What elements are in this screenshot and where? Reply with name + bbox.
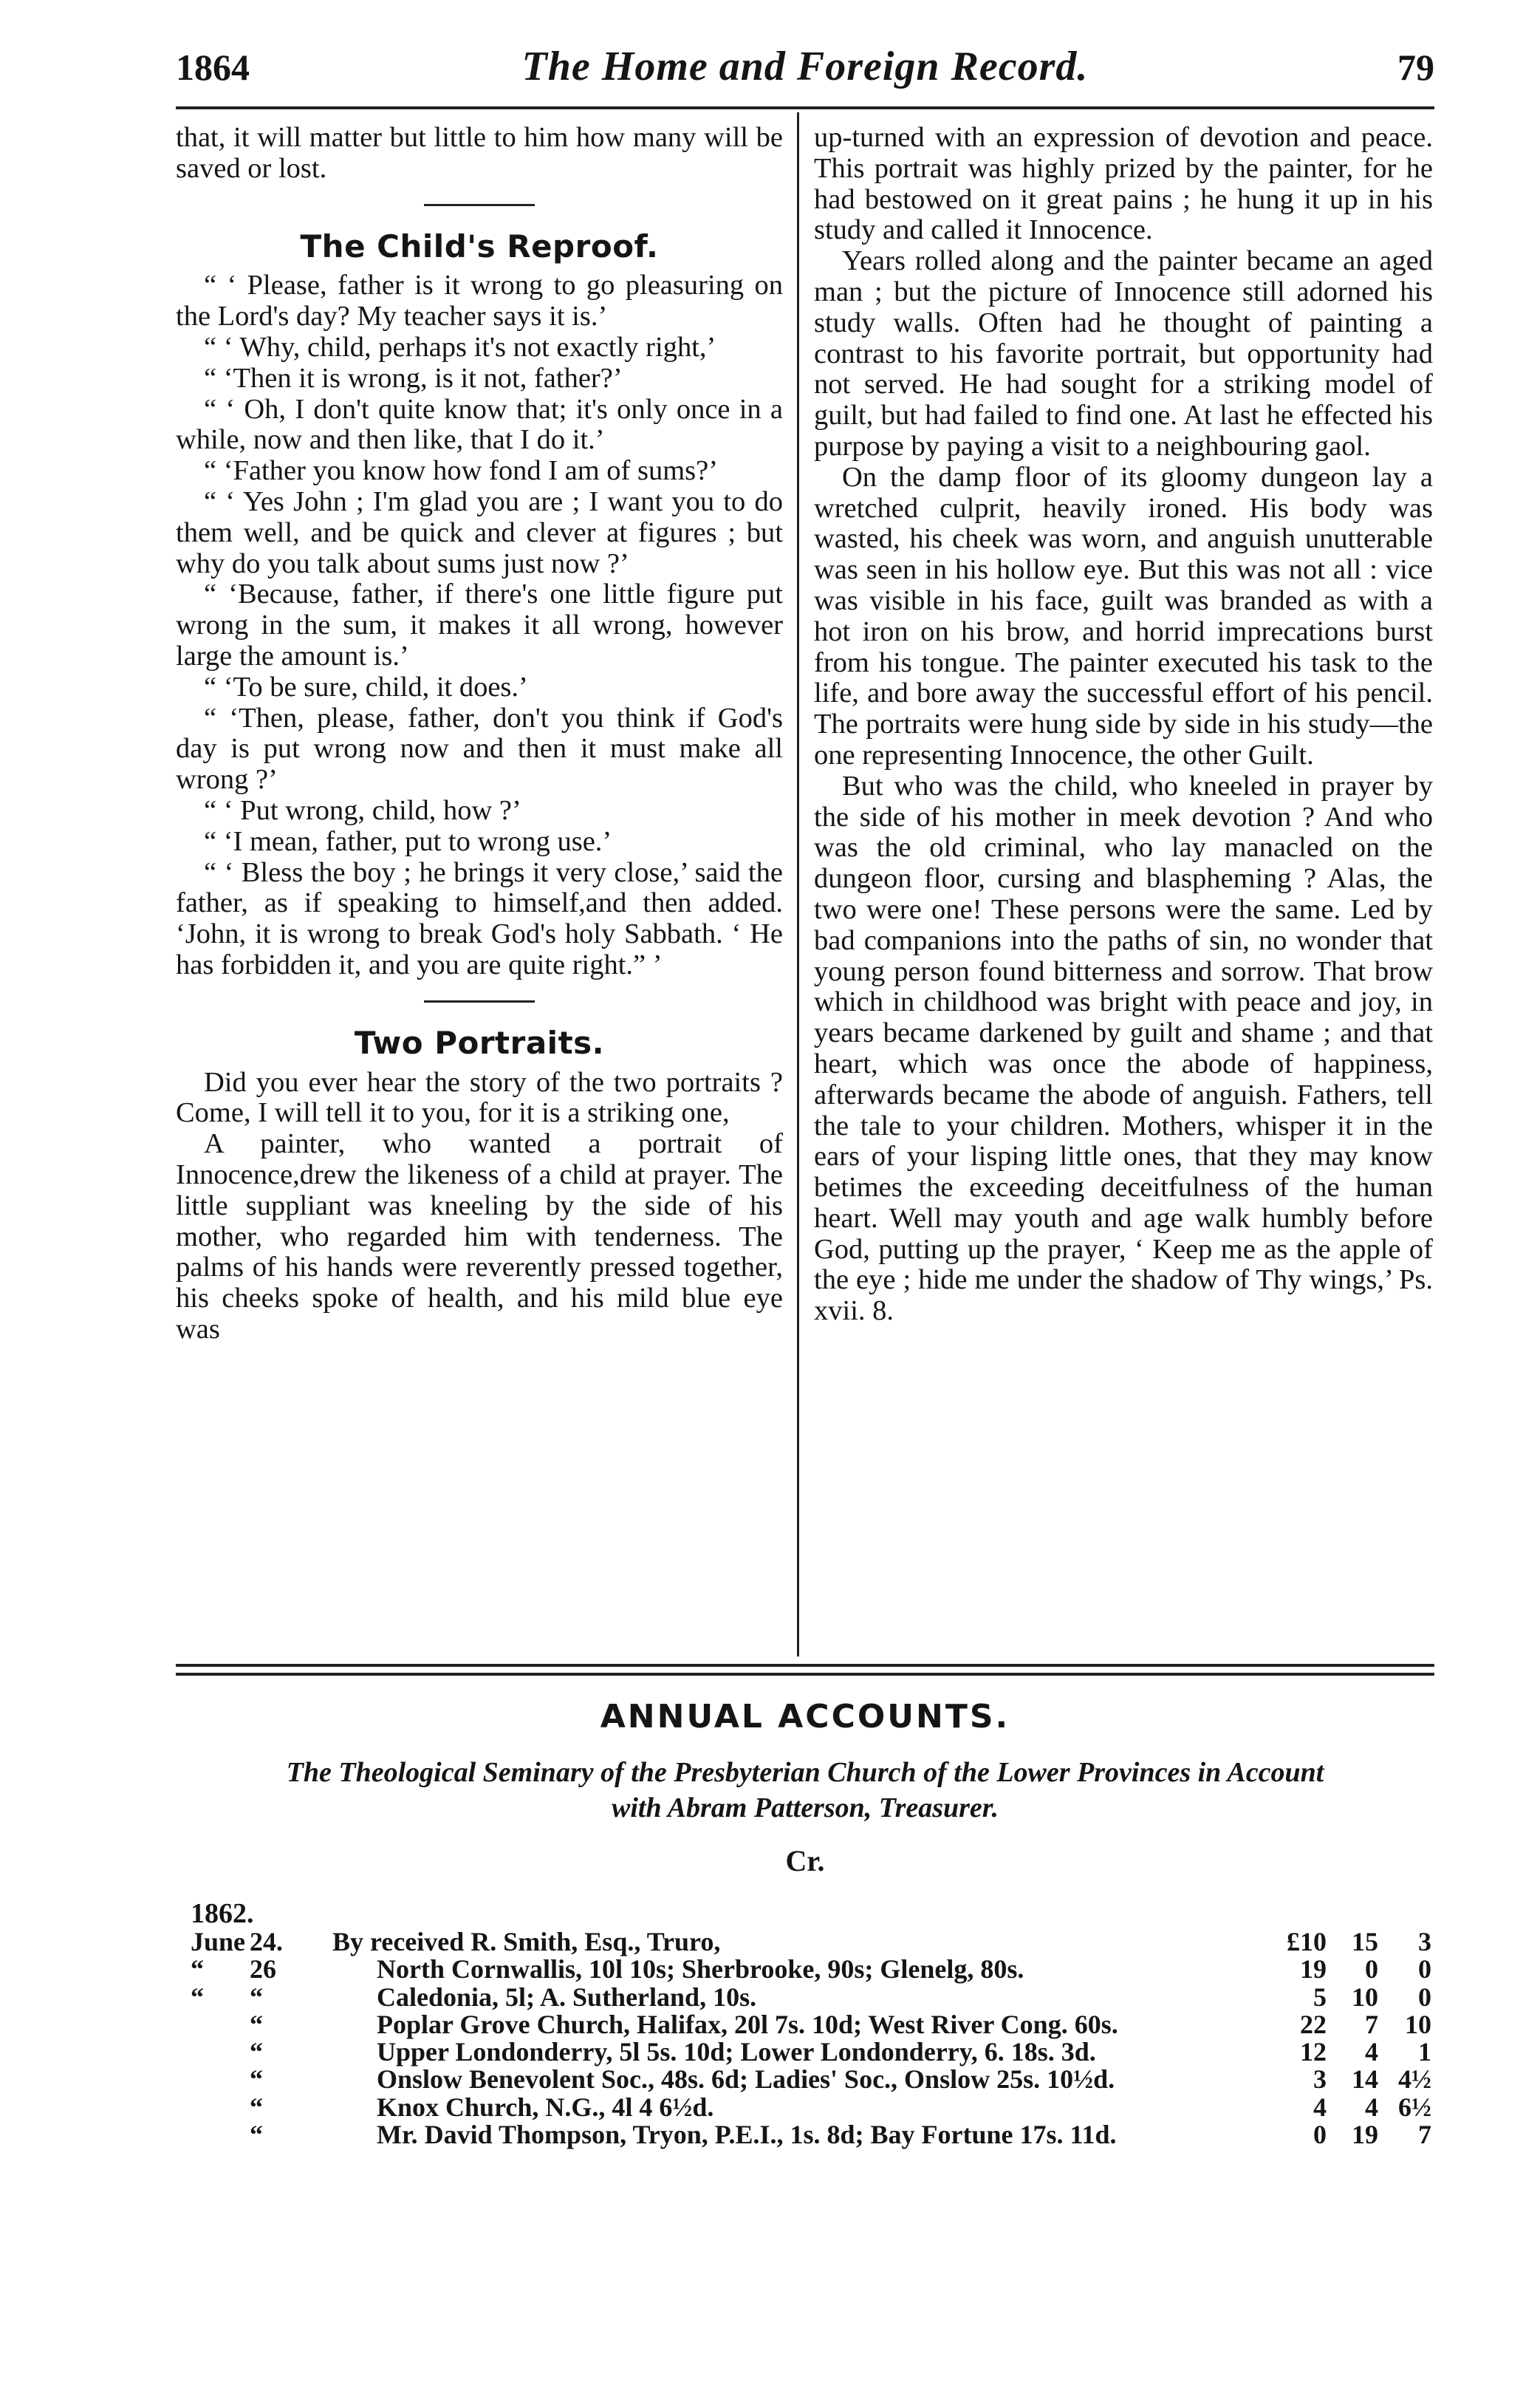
row-day: “	[250, 2120, 263, 2150]
row-month	[191, 2038, 250, 2066]
row-shillings: 10	[1352, 1982, 1378, 2012]
row-pounds: 5	[1313, 1982, 1327, 2012]
row-shillings: 4	[1365, 2037, 1378, 2067]
row-day: “	[250, 2092, 263, 2122]
paragraph: Years rolled along and the painter became an aged man ; but the picture of Innocence still adorned his study walls. Often had he thought of painting a contrast to his favorite portrait, but opportunity had not served. He had sought for a striking model of guilt, but had failed to find one. At last he effected his purpose by paying a visit to a neighbouring gaol.	[814, 245, 1433, 462]
row-day: 24.	[250, 1927, 283, 1956]
paragraph: “ ‘I mean, father, put to wrong use.’	[204, 825, 612, 857]
row-description: Knox Church, N.G., 4l 4 6½d.	[377, 2092, 714, 2122]
paragraph: “ ‘Then, please, father, don't you think if God's day is put wrong now and then it must make all wrong ?’	[176, 702, 783, 796]
section-title-two-portraits: Two Portraits.	[354, 1024, 605, 1061]
row-shillings: 4	[1365, 2092, 1378, 2122]
table-row	[191, 2094, 1431, 2121]
row-pounds: £10	[1287, 1927, 1327, 1956]
row-month	[191, 2121, 250, 2149]
table-row	[191, 2066, 1431, 2093]
row-shillings: 14	[1352, 2064, 1378, 2095]
row-pounds: 22	[1300, 2009, 1327, 2039]
row-shillings: 19	[1352, 2120, 1378, 2150]
table-row	[191, 2038, 1431, 2066]
accounts-title: ANNUAL ACCOUNTS.	[600, 1698, 1010, 1736]
row-description: Caledonia, 5l; A. Sutherland, 10s.	[377, 1982, 757, 2012]
table-row	[191, 1984, 1431, 2011]
row-month: “	[191, 1954, 204, 1985]
paragraph: “ ‘ Yes John ; I'm glad you are ; I want you to do them well, and be quick and clever at figures ; but why do you talk about sums just now ?’	[176, 485, 783, 579]
section-title-childs-reproof: The Child's Reproof.	[300, 228, 659, 265]
row-month	[191, 2011, 250, 2038]
row-description: Mr. David Thompson, Tryon, P.E.I., 1s. 8d; Bay Fortune 17s. 11d.	[377, 2120, 1117, 2150]
paragraph: “ ‘ Why, child, perhaps it's not exactly right,’	[204, 331, 716, 363]
row-pence: 0	[1418, 1954, 1431, 1985]
column-divider	[797, 112, 799, 1656]
paragraph: “ ‘ Oh, I don't quite know that; it's only once in a while, now and then like, that I do it.’	[176, 393, 783, 456]
row-pence: 7	[1418, 2120, 1431, 2150]
row-month	[191, 2094, 250, 2121]
paragraph: up-turned with an expression of devotion and peace. This portrait was highly prized by the painter, for he had bestowed on it great pains ; he hung it up in his study and called it Innocence.	[814, 122, 1433, 246]
row-description: Onslow Benevolent Soc., 48s. 6d; Ladies' Soc., Onslow 25s. 10½d.	[377, 2064, 1115, 2095]
row-pounds: 12	[1300, 2037, 1327, 2067]
row-pence: 0	[1418, 1982, 1431, 2012]
row-shillings: 15	[1352, 1927, 1378, 1956]
row-day: “	[250, 2064, 263, 2095]
section-divider	[424, 204, 535, 206]
row-day: “	[250, 2009, 263, 2039]
row-pence: 6½	[1398, 2092, 1431, 2122]
right-column	[814, 123, 1433, 1327]
paragraph: “ ‘Because, father, if there's one little figure put wrong in the sum, it makes it all wrong, however large the amount is.’	[176, 579, 783, 672]
section-double-rule-bottom	[176, 1673, 1434, 1676]
paragraph: But who was the child, who kneeled in prayer by the side of his mother in meek devotion ? And who was the old criminal, who lay manacled on the dungeon floor, cursing and blaspheming ? Alas, the two were one! These persons were the same. Led by bad companions into the paths of sin, no wonder that young person found bitterness and sorrow. That brow which in childhood was bright with peace and joy, in years became darkened by guilt and shame ; and that heart, which was once the abode of happiness, afterwards became the abode of anguish. Fathers, tell the tale to your children. Mothers, whisper it in the ears of your lisping little ones, that they may know betimes the exceeding deceitfulness of the human heart. Well may youth and age walk humbly before God, putting up the prayer, ‘ Keep me as the apple of the eye ; hide me under the shadow of Thy wings,’ Ps. xvii. 8.	[814, 770, 1433, 1327]
paragraph: “ ‘Then it is wrong, is it not, father?’	[204, 362, 623, 394]
table-row	[191, 2121, 1431, 2149]
row-shillings: 0	[1365, 1954, 1378, 1985]
row-day: “	[250, 1982, 263, 2012]
row-month	[191, 2066, 250, 2093]
row-pence: 4½	[1398, 2064, 1431, 2095]
accounts-credit-label: Cr.	[785, 1844, 825, 1877]
accounts-year: 1862.	[191, 1898, 254, 1929]
accounts-table	[191, 1928, 1431, 2149]
row-pounds: 3	[1313, 2064, 1327, 2095]
paragraph: On the damp floor of its gloomy dungeon lay a wretched culprit, heavily ironed. His body was wasted, his cheek was worn, and anguish unutterable was seen in his hollow eye. But this was not all : vice was visible in his face, guilt was branded as with a hot iron on his brow, and horrid imprecations burst from his tongue. The painter executed his task to the life, and bore away the successful effort of his pencil. The portraits were hung side by side in his study—the one representing Innocence, the other Guilt.	[814, 461, 1433, 771]
paragraph: A painter, who wanted a portrait of Innocence,drew the likeness of a child at prayer. The little suppliant was kneeling by the side of his mother, who regarded him with tenderness. The palms of his hands were reverently pressed together, his cheeks spoke of health, and his mild blue eye was	[176, 1128, 783, 1345]
paragraph: “ ‘ Put wrong, child, how ?’	[204, 794, 521, 826]
header-rule	[176, 106, 1434, 109]
row-pounds: 19	[1300, 1954, 1327, 1985]
opening-paragraph: that, it will matter but little to him how many will be saved or lost.	[176, 122, 783, 184]
row-pence: 10	[1405, 2009, 1431, 2039]
paragraph: “ ‘To be sure, child, it does.’	[204, 671, 528, 703]
header-year: 1864	[176, 47, 250, 88]
paragraph: “ ‘Father you know how fond I am of sums?’	[204, 455, 719, 487]
accounts-subtitle-line2: with Abram Patterson, Treasurer.	[611, 1792, 999, 1823]
row-description: North Cornwallis, 10l 10s; Sherbrooke, 90s; Glenelg, 80s.	[377, 1954, 1024, 1985]
row-pence: 1	[1418, 2037, 1431, 2067]
row-month: June	[191, 1927, 246, 1956]
accounts-subtitle	[176, 1755, 1434, 1826]
table-row	[191, 1956, 1431, 1983]
row-month: “	[191, 1982, 204, 2012]
row-day: 26	[250, 1954, 276, 1985]
row-description: By received R. Smith, Esq., Truro,	[332, 1927, 721, 1956]
header-title: The Home and Foreign Record.	[521, 44, 1089, 89]
section-double-rule-top	[176, 1664, 1434, 1667]
paragraph: “ ‘ Bless the boy ; he brings it very close,’ said the father, as if speaking to himself,and then added. ‘John, it is wrong to break God's holy Sabbath. ‘ He has forbidden it, and you are quite right.” ’	[176, 856, 783, 980]
table-row	[191, 2011, 1431, 2038]
page-number: 79	[1397, 47, 1434, 88]
row-description: Upper Londonderry, 5l 5s. 10d; Lower Londonderry, 6. 18s. 3d.	[377, 2037, 1096, 2067]
paragraph: Did you ever hear the story of the two portraits ? Come, I will tell it to you, for it is a striking one,	[176, 1066, 783, 1129]
row-pounds: 4	[1313, 2092, 1327, 2122]
row-shillings: 7	[1365, 2009, 1378, 2039]
section-divider	[424, 1000, 535, 1003]
row-day: “	[250, 2037, 263, 2067]
table-row	[191, 1928, 1431, 1956]
left-column	[176, 123, 783, 1345]
row-pounds: 0	[1313, 2120, 1327, 2150]
running-header	[176, 43, 1434, 109]
row-pence: 3	[1418, 1927, 1431, 1956]
paragraph: “ ‘ Please, father is it wrong to go pleasuring on the Lord's day? My teacher says it is.’	[176, 270, 783, 332]
accounts-subtitle-line1: The Theological Seminary of the Presbyterian Church of the Lower Provinces in Account	[286, 1757, 1324, 1788]
row-description: Poplar Grove Church, Halifax, 20l 7s. 10d; West River Cong. 60s.	[377, 2009, 1118, 2039]
